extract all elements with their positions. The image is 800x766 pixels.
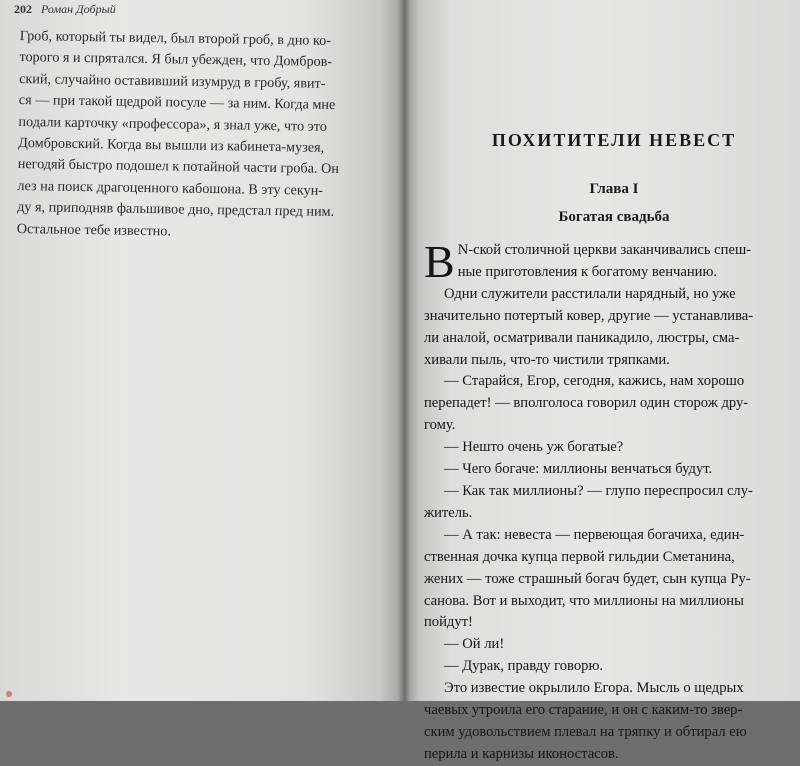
text-line: Домбровский. Когда вы вышли из кабинета-музея, — [18, 135, 325, 156]
left-page-text — [17, 26, 388, 246]
right-page-text — [424, 236, 784, 766]
text-line: перила и карнизы иконостасов. — [424, 745, 619, 762]
text-line: ду я, приподняв фальшивое дно, предстал пред ним. — [17, 199, 335, 221]
text-line: негодяй быстро подошел к потайной части гроба. Он — [17, 156, 339, 178]
text-line: ся — при такой щедрой посуле — за ним. Когда мне — [18, 92, 336, 114]
text-line: ским удовольствием плевал на тряпку и обтирал ею — [424, 723, 747, 740]
text-line: житель. — [424, 504, 473, 521]
text-line: — Старайся, Егор, сегодня, кажись, нам хорошо — [444, 373, 745, 390]
text-line: хивали пыль, что-то чистили тряпками. — [424, 351, 670, 368]
text-line: ский, случайно оставивший изумруд в гробу, явит- — [19, 70, 326, 92]
text-line: Это известие окрылило Егора. Мысль о щедрых — [444, 680, 744, 697]
page-number: 202 — [14, 2, 32, 16]
text-line: ственная дочка купца первой гильдии Сметанина, — [424, 548, 735, 565]
opening-paragraph — [424, 236, 784, 287]
text-line: — Нешто очень уж богатые? — [444, 439, 624, 456]
body-lines — [424, 284, 784, 766]
text-line: — Дурак, правду говорю. — [444, 658, 603, 675]
text-line: перепадет! — вполголоса говорил один сторож дру- — [424, 395, 749, 412]
chapter-number: Глава I — [589, 181, 639, 197]
text-line: чаевых утроила его старание, и он с каким-то звер- — [424, 702, 743, 719]
text-line: ли аналой, осматривали паникадило, люстры, сма- — [424, 329, 740, 346]
right-page — [404, 0, 800, 762]
text-line: гому. — [424, 417, 456, 434]
left-page — [0, 0, 404, 701]
text-line: торого я и спрятался. Я был убежден, что Домбров- — [19, 49, 333, 71]
chapter-title: ПОХИТИТЕЛИ НЕВЕСТ — [491, 130, 737, 150]
text-line: санова. Вот и выходит, что миллионы на миллионы — [424, 592, 744, 609]
text-line: жених — тоже страшный богач будет, сын купца Ру- — [424, 570, 751, 587]
text-line: Гроб, который ты видел, был второй гроб, в дно ко- — [19, 27, 332, 49]
book-gutter — [398, 0, 410, 701]
text-line: — Ой ли! — [444, 636, 505, 653]
text-line: — Чего богаче: миллионы венчаться будут. — [444, 461, 713, 478]
text-line: значительно потертый ковер, другие — устанавлива- — [424, 307, 754, 324]
text-line: лез на поиск драгоценного кабошона. В эту секун- — [17, 177, 324, 199]
text-line: N-ской столичной церкви заканчивались спеш- — [457, 242, 752, 258]
running-head-author: Роман Добрый — [41, 2, 116, 16]
chapter-subtitle: Богатая свадьба — [558, 209, 670, 225]
text-line: ные приготовления к богатому венчанию. — [457, 263, 718, 280]
text-line: Остальное тебе известно. — [16, 220, 172, 240]
text-line: подали карточку «профессора», я знал уже, что это — [18, 113, 328, 135]
text-line: пойдут! — [424, 614, 473, 631]
drop-cap: В — [424, 236, 455, 287]
text-line: — Как так миллионы? — глупо переспросил слу- — [444, 482, 753, 499]
running-head — [14, 2, 116, 17]
corner-mark — [6, 691, 12, 697]
text-line: Одни служители расстилали нарядный, но уже — [444, 285, 736, 302]
text-line: — А так: невеста — первеющая богачиха, един- — [444, 526, 745, 543]
